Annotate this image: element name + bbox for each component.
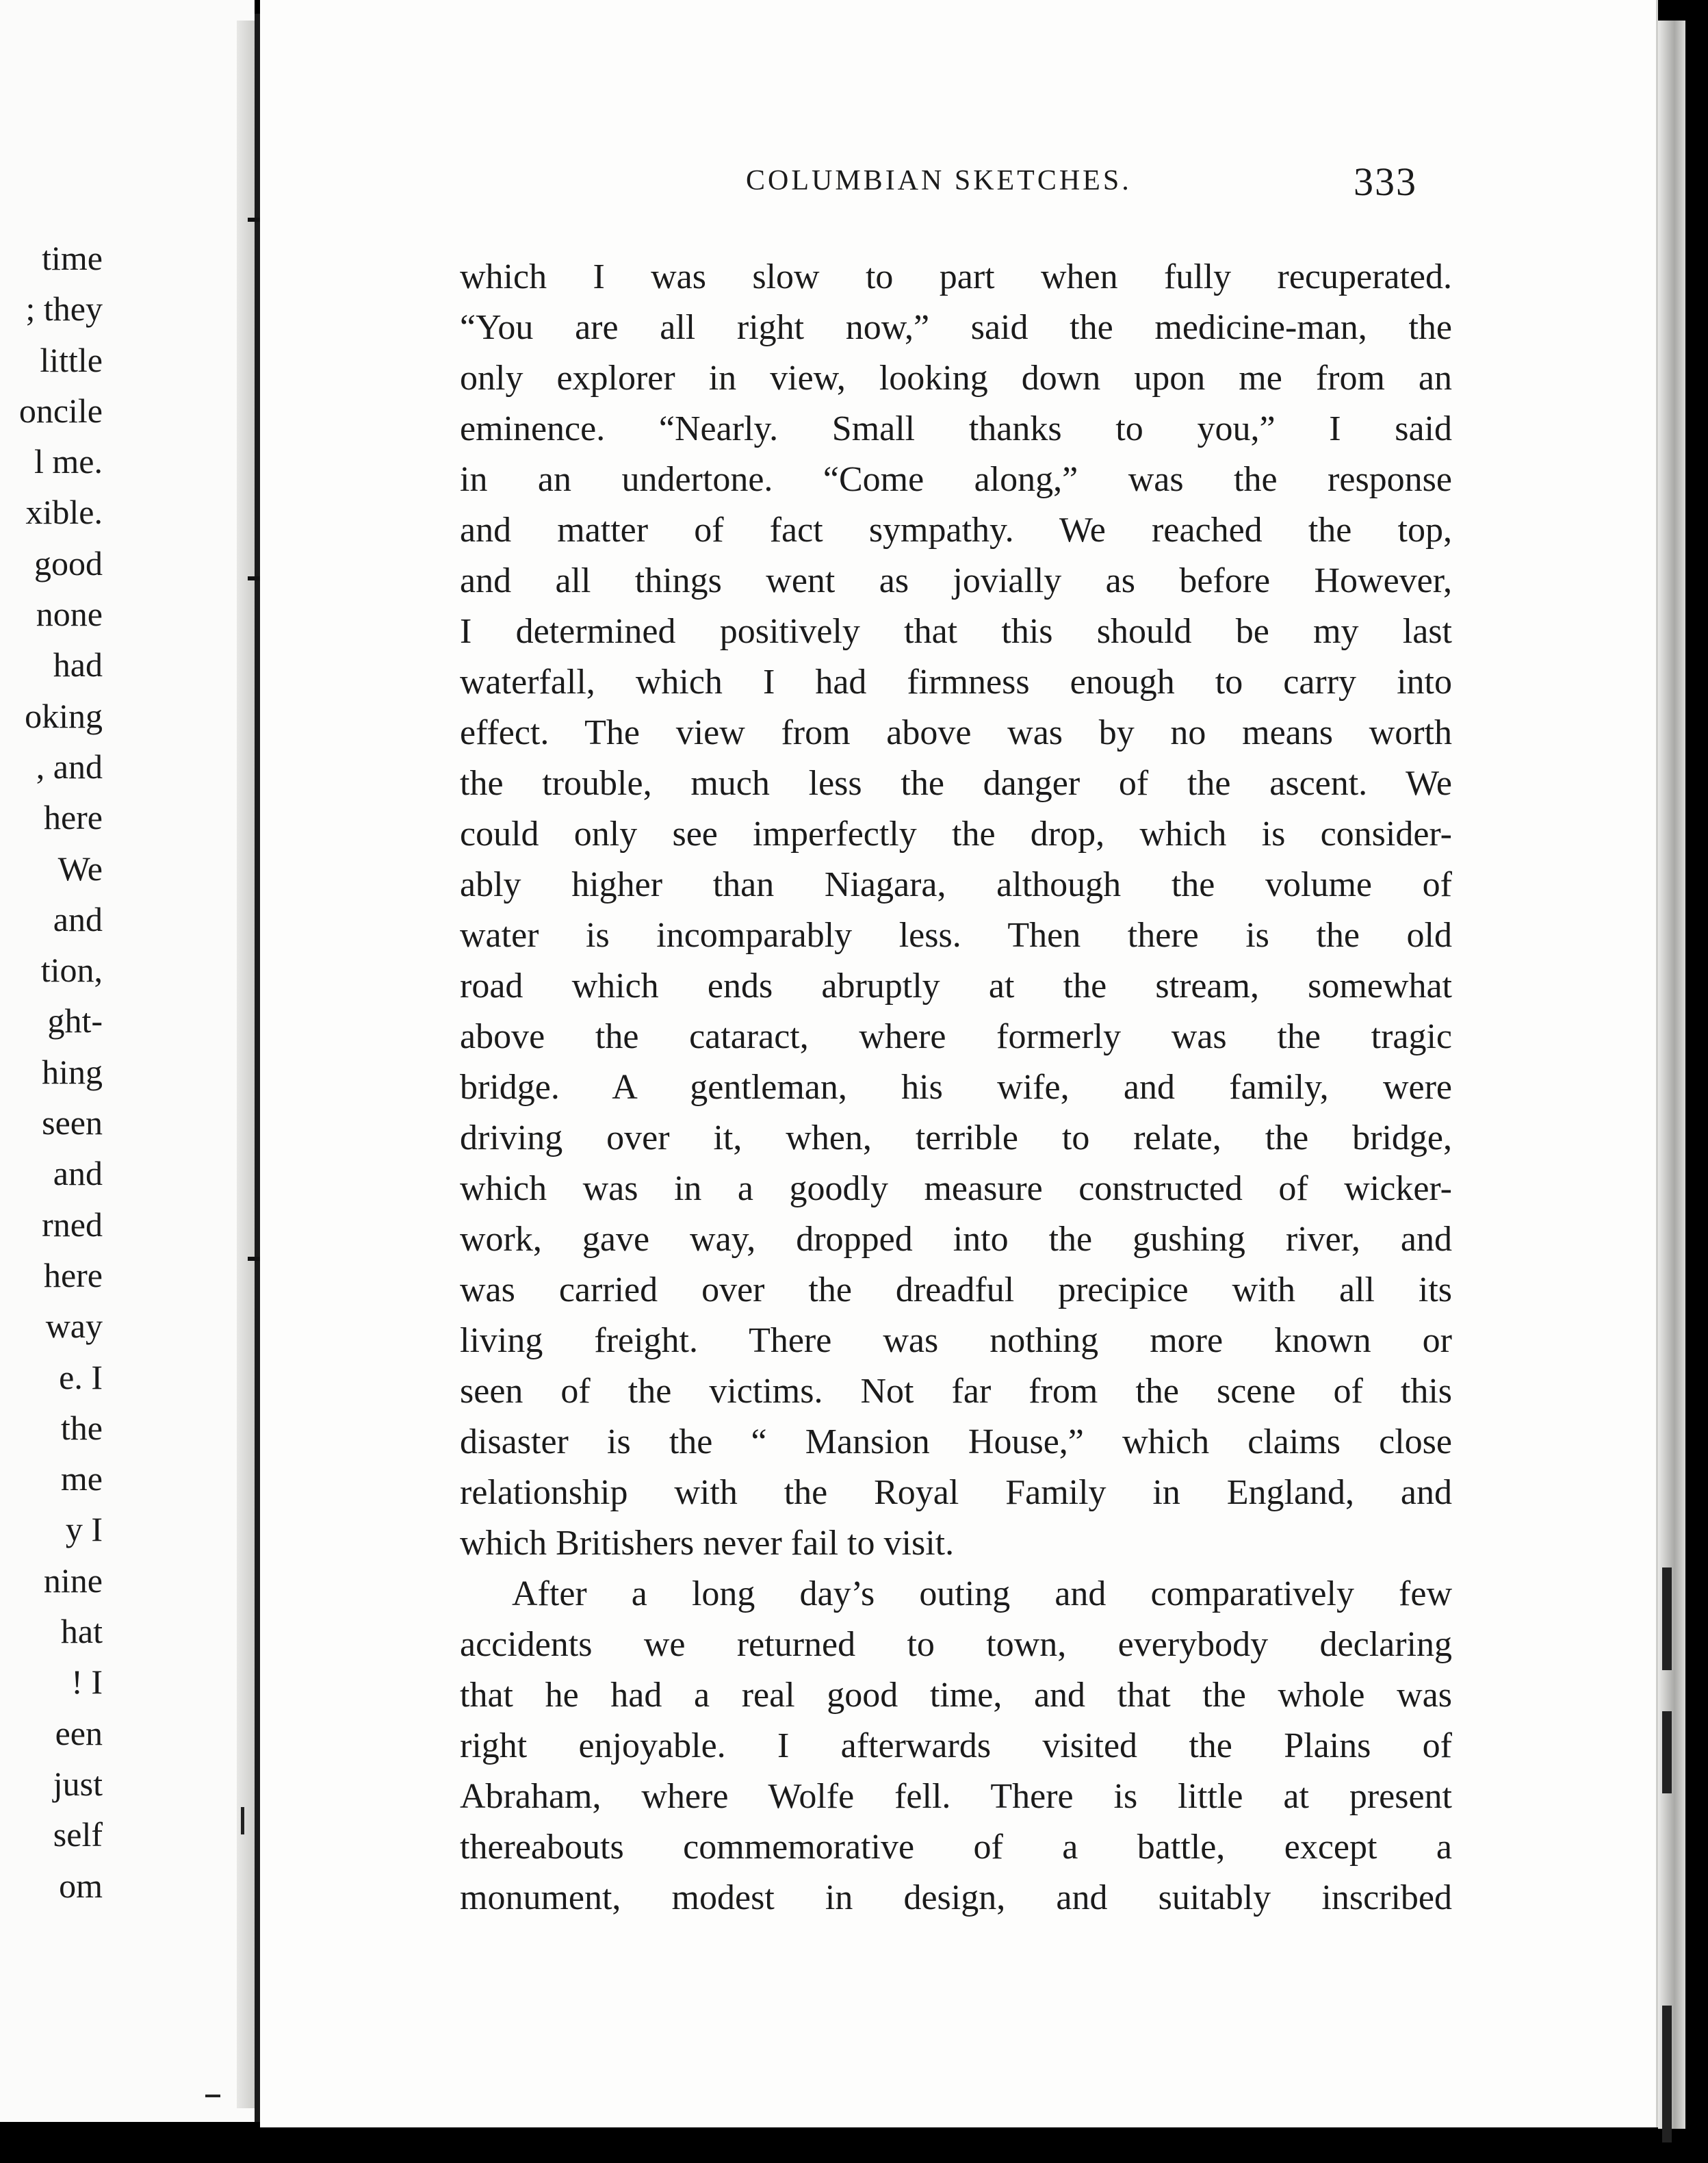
- text-line: bridge. A gentleman, his wife, and family, were: [460, 1068, 1452, 1107]
- text-line: work, gave way, dropped into the gushing river, and: [460, 1220, 1452, 1259]
- facing-line: xible.: [25, 493, 103, 532]
- text-line: could only see imperfectly the drop, which is consider-: [460, 815, 1452, 854]
- facing-line: oking: [25, 696, 103, 735]
- text-line: monument, modest in design, and suitably inscribed: [460, 1878, 1452, 1917]
- facing-line: self: [53, 1815, 103, 1854]
- edge-mark: [1662, 2006, 1672, 2142]
- text-line: road which ends abruptly at the stream, somewhat: [460, 967, 1452, 1006]
- edge-mark: [1662, 1711, 1672, 1793]
- text-line: the trouble, much less the danger of the ascent. We: [460, 764, 1452, 803]
- text-line: that he had a real good time, and that the whole was: [460, 1676, 1452, 1715]
- facing-line: een: [55, 1713, 103, 1752]
- facing-line: seen: [42, 1103, 103, 1142]
- facing-line: ! I: [71, 1663, 103, 1702]
- text-line: relationship with the Royal Family in England, and: [460, 1473, 1452, 1512]
- running-head: COLUMBIAN SKETCHES.: [746, 165, 1132, 196]
- text-line: ably higher than Niagara, although the volume of: [460, 865, 1452, 904]
- text-line: I determined positively that this should be my last: [460, 612, 1452, 651]
- edge-mark: [1662, 1567, 1672, 1670]
- text-line: After a long day’s outing and comparatively few: [512, 1574, 1452, 1613]
- text-line: “You are all right now,” said the medicine-man, the: [460, 308, 1452, 347]
- text-line: living freight. There was nothing more known or: [460, 1321, 1452, 1360]
- facing-line: nine: [43, 1561, 103, 1600]
- facing-line: hing: [42, 1052, 103, 1091]
- text-line: seen of the victims. Not far from the scene of this: [460, 1372, 1452, 1411]
- facing-line: ; they: [25, 290, 103, 329]
- facing-line: had: [53, 645, 103, 684]
- text-line: effect. The view from above was by no means worth: [460, 713, 1452, 752]
- facing-line: y I: [65, 1510, 103, 1549]
- facing-page-text: [0, 233, 103, 1911]
- book-binding: [255, 14, 260, 2122]
- facing-line: We: [57, 849, 103, 888]
- facing-line: little: [40, 340, 103, 379]
- facing-line: om: [59, 1866, 103, 1905]
- text-line: right enjoyable. I afterwards visited the Plains of: [460, 1726, 1452, 1765]
- facing-line: ght-: [47, 1001, 103, 1040]
- text-line: only explorer in view, looking down upon me from an: [460, 359, 1452, 398]
- page-edge-strip: [1658, 21, 1685, 2129]
- facing-line: time: [42, 239, 103, 277]
- facing-line: here: [43, 798, 103, 837]
- scan-speck: [205, 2095, 220, 2097]
- text-line: which I was slow to part when fully recuperated.: [460, 257, 1452, 296]
- facing-line: hat: [60, 1612, 103, 1651]
- left-gutter-shadow: [237, 21, 255, 2108]
- text-line: disaster is the “ Mansion House,” which claims close: [460, 1422, 1452, 1461]
- text-line: eminence. “Nearly. Small thanks to you,” I said: [460, 409, 1452, 448]
- facing-line: tion,: [40, 951, 103, 990]
- facing-line: and: [53, 899, 103, 938]
- text-line: and matter of fact sympathy. We reached the top,: [460, 511, 1452, 550]
- text-line: which Britishers never fail to visit.: [460, 1524, 955, 1563]
- facing-page: [0, 0, 255, 2122]
- facing-line: good: [34, 543, 103, 583]
- text-line: waterfall, which I had firmness enough to carry into: [460, 663, 1452, 702]
- facing-line: and: [53, 1154, 103, 1193]
- facing-line: e. I: [59, 1357, 103, 1396]
- text-line: above the cataract, where formerly was the tragic: [460, 1017, 1452, 1056]
- facing-line: l me.: [34, 442, 103, 481]
- scan-speck: [241, 1807, 244, 1834]
- text-line: Abraham, where Wolfe fell. There is little at present: [460, 1777, 1452, 1816]
- text-line: which was in a goodly measure constructed of wicker-: [460, 1169, 1452, 1208]
- facing-line: oncile: [18, 391, 103, 430]
- text-line: in an undertone. “Come along,” was the response: [460, 460, 1452, 499]
- facing-line: rned: [42, 1205, 103, 1244]
- page-number: 333: [1354, 159, 1417, 204]
- text-line: driving over it, when, terrible to relate, the bridge,: [460, 1118, 1452, 1157]
- text-line: thereabouts commemorative of a battle, except a: [460, 1828, 1452, 1867]
- text-line: accidents we returned to town, everybody declaring: [460, 1625, 1452, 1664]
- text-line: and all things went as jovially as before However,: [460, 561, 1452, 600]
- facing-line: the: [60, 1408, 103, 1447]
- text-line: water is incomparably less. Then there is the old: [460, 916, 1452, 955]
- facing-line: here: [43, 1255, 103, 1294]
- facing-line: me: [60, 1459, 103, 1498]
- facing-line: none: [36, 595, 103, 634]
- facing-line: , and: [36, 747, 103, 786]
- text-line: was carried over the dreadful precipice with all its: [460, 1270, 1452, 1309]
- facing-line: just: [53, 1764, 103, 1803]
- body-text: [460, 252, 1452, 1923]
- facing-line: way: [45, 1307, 103, 1346]
